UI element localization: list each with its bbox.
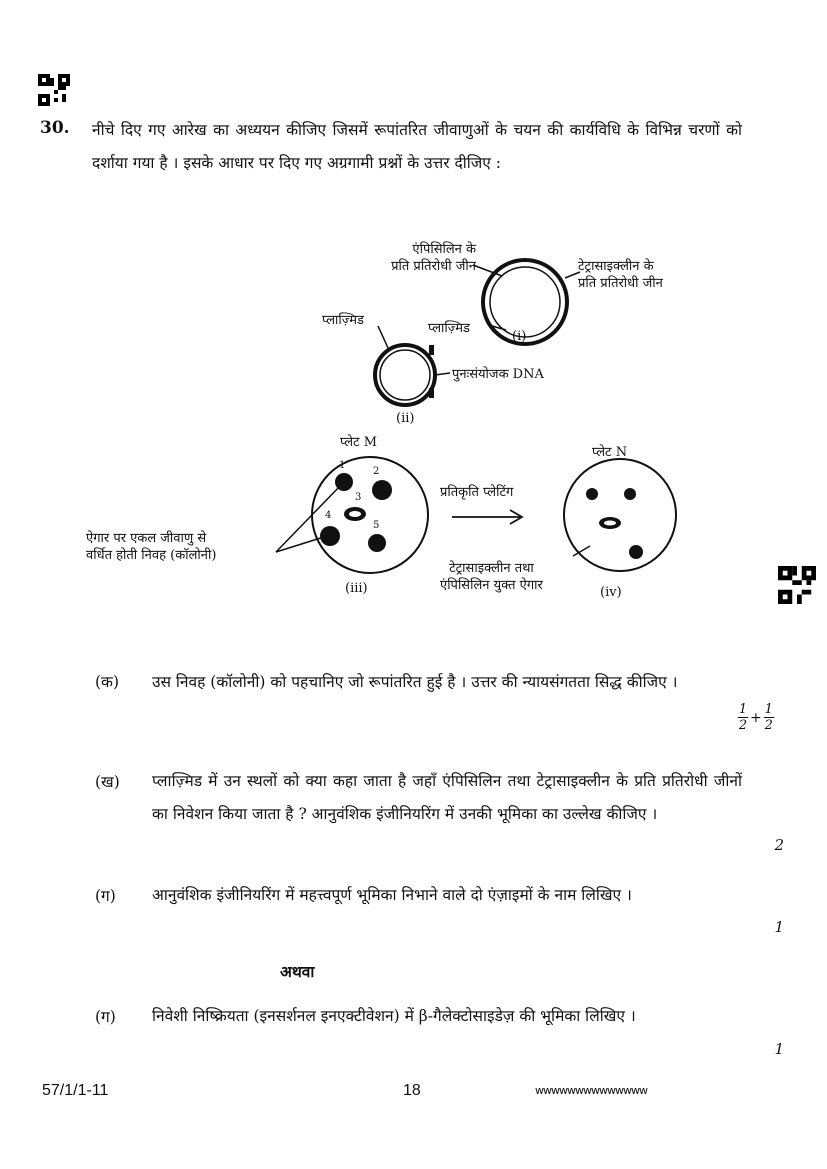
label-tet-line2: प्रति प्रतिरोधी जीन <box>578 276 663 291</box>
colony-label-line2: वर्धित होती निवह (कॉलोनी) <box>86 548 217 563</box>
plasmid-ii <box>375 345 435 405</box>
plate-n <box>564 459 676 571</box>
roman-ii: (ii) <box>396 411 415 426</box>
colony-number-1: 1 <box>339 460 346 471</box>
part-a-marks-plus: + <box>750 709 762 726</box>
part-a-marks-num2: 1 <box>764 702 773 717</box>
part-b-marks: 2 <box>774 836 784 854</box>
colony-2 <box>372 480 392 500</box>
part-c-text: आनुवंशिक इंजीनियरिंग में महत्त्वपूर्ण भूमिका निभाने वाले दो एंज़ाइमों के नाम लिखिए । <box>152 886 632 904</box>
part-b-marker: (ख) <box>95 773 120 791</box>
replica-plating-label: प्रतिकृति प्लेटिंग <box>440 485 514 500</box>
footer-wave: wwwwwwwwwwwwww <box>535 1084 647 1097</box>
plate-m-label: प्लेट M <box>340 435 378 450</box>
question-intro: नीचे दिए गए आरेख का अध्ययन कीजिए जिसमें रूपांतरित जीवाणुओं के चयन की कार्यविधि के विभिन्न चरणों को दर्शाया गया है । इसके आधार पर दिए गए अग्रगामी प्रश्नों के उत्तर दीजिए : <box>92 121 742 172</box>
part-a-marks-den2: 2 <box>764 718 773 733</box>
colony-number-3: 3 <box>355 492 362 503</box>
roman-i: (i) <box>512 329 527 344</box>
part-a-marks-num1: 1 <box>738 702 748 717</box>
part-c-marker: (ग) <box>95 887 116 905</box>
part-c-marks: 1 <box>774 918 784 936</box>
colony-4 <box>320 526 340 546</box>
label-amp-line2: प्रति प्रतिरोधी जीन <box>391 259 476 274</box>
colony-number-4: 4 <box>325 510 332 521</box>
agar-label-line2: एंपिसिलिन युक्त ऐगार <box>440 578 543 593</box>
question-number: 30. <box>40 118 70 138</box>
part-a-marks <box>738 703 774 732</box>
agar-label <box>440 560 543 594</box>
colony-number-5: 5 <box>373 520 380 531</box>
roman-iv: (iv) <box>600 585 622 600</box>
page-number: 18 <box>403 1082 421 1099</box>
part-c-alt-marks: 1 <box>774 1040 784 1058</box>
part-c-alt-marker: (ग) <box>95 1008 116 1026</box>
label-amp-resistance <box>348 241 476 275</box>
paper-code: 57/1/1-11 <box>42 1082 109 1099</box>
colony-label <box>86 530 216 564</box>
colony-label-line1: ऐगार पर एकल जीवाणु से <box>86 531 207 546</box>
plate-n-label: प्लेट N <box>592 445 628 460</box>
roman-iii: (iii) <box>345 581 368 596</box>
part-a-marker: (क) <box>95 673 119 691</box>
agar-label-line1: टेट्रासाइक्लीन तथा <box>449 561 534 576</box>
label-amp-line1: एंपिसिलिन के <box>412 242 476 257</box>
label-plasmid-ii: प्लाज़्मिड <box>322 313 364 328</box>
label-tet-resistance <box>578 258 663 292</box>
colony-number-2: 2 <box>373 466 380 477</box>
label-recombinant-dna: पुनःसंयोजक DNA <box>452 367 544 382</box>
colony-5 <box>368 534 386 552</box>
part-a-marks-den1: 2 <box>738 718 748 733</box>
label-plasmid-i: प्लाज़्मिड <box>428 321 470 336</box>
qr-code-icon <box>38 74 70 106</box>
part-c-alt-text: निवेशी निष्क्रियता (इनसर्शनल इनएक्टीवेशन) में β-गैलेक्टोसाइडेज़ की भूमिका लिखिए । <box>152 1007 636 1025</box>
label-tet-line1: टेट्रासाइक्लीन के <box>578 259 654 274</box>
or-label: अथवा <box>280 962 315 981</box>
part-b-text: प्लाज़्मिड में उन स्थलों को क्या कहा जाता है जहाँ एंपिसिलिन तथा टेट्रासाइक्लीन के प्रति प्रतिरोधी जीनों का निवेशन किया जाता है ? आनुवंशिक इंजीनियरिंग में उनकी भूमिका का उल्लेख कीजिए । <box>152 772 742 823</box>
qr-code-side-icon <box>778 566 816 604</box>
part-a-text: उस निवह (कॉलोनी) को पहचानिए जो रूपांतरित हुई है । उत्तर की न्यायसंगतता सिद्ध कीजिए । <box>152 673 678 691</box>
